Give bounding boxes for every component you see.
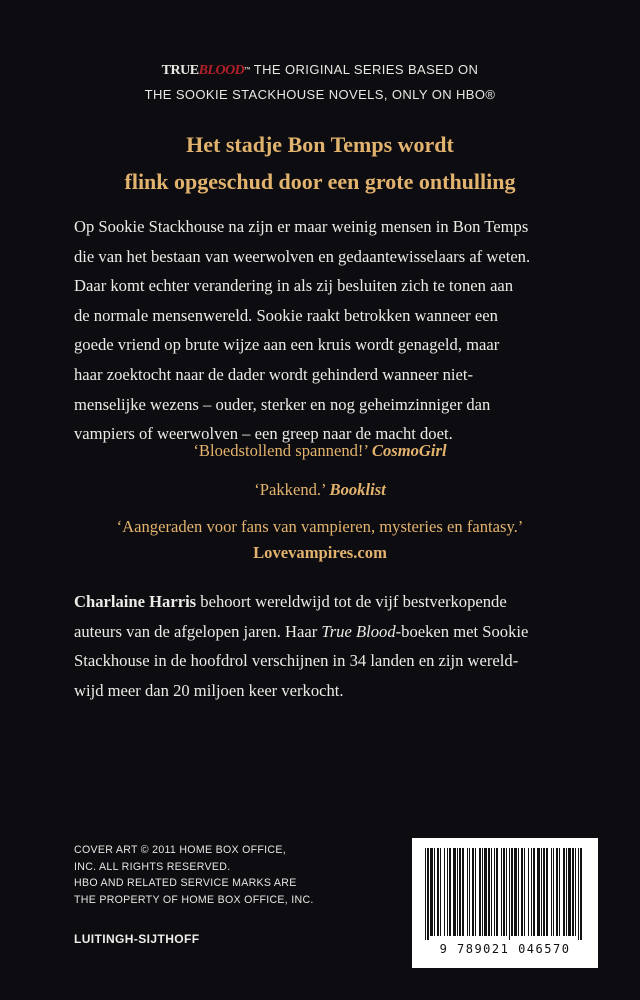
isbn-barcode <box>412 838 598 968</box>
barcode-bar <box>447 848 448 936</box>
barcode-bar <box>511 848 513 936</box>
barcode-bar <box>533 848 535 936</box>
author-name: Charlaine Harris <box>74 592 197 611</box>
barcode-bar <box>503 848 505 936</box>
barcode-bar <box>427 848 429 940</box>
copyright-notice <box>74 842 314 908</box>
review-quote-lovevampires <box>0 514 640 566</box>
barcode-bar <box>472 848 474 936</box>
barcode-bar <box>514 848 517 936</box>
synopsis-line: Daar komt echter verandering in als zij besluiten zich te tonen aan <box>74 276 514 296</box>
barcode-bar <box>453 848 456 936</box>
barcode-bar <box>467 848 468 936</box>
barcode-bar <box>563 848 565 936</box>
barcode-bar <box>541 848 542 936</box>
quote-text: ‘Pakkend.’ <box>254 480 326 499</box>
synopsis-line: Op Sookie Stackhouse na zijn er maar weinig mensen in Bon Temps <box>74 217 529 236</box>
barcode-bar <box>531 848 532 936</box>
barcode-bar <box>543 848 545 936</box>
legal-line: HBO AND RELATED SERVICE MARKS ARE <box>74 877 297 889</box>
barcode-bar <box>528 848 529 936</box>
true-blood-banner <box>0 58 640 107</box>
banner-text-1: THE ORIGINAL SERIES BASED ON <box>253 62 479 77</box>
barcode-bar <box>496 848 498 936</box>
quote-source: Lovevampires.com <box>253 543 387 562</box>
true-blood-logo: TRUEBLOOD™ <box>161 63 250 78</box>
review-quote-booklist <box>0 477 640 503</box>
legal-line: THE PROPERTY OF HOME BOX OFFICE, INC. <box>74 893 314 906</box>
headline-line-2: flink opgeschud door een grote onthulling <box>124 169 516 194</box>
synopsis-line: haar zoektocht naar de dader wordt gehinderd wanneer niet- <box>74 364 473 384</box>
barcode-bar <box>509 848 510 940</box>
barcode-bar <box>488 848 490 936</box>
barcode-bar <box>578 848 579 940</box>
headline <box>0 126 640 200</box>
barcode-bar <box>537 848 540 936</box>
review-quote-cosmogirl <box>0 438 640 464</box>
headline-line-1: Het stadje Bon Temps wordt <box>186 132 454 157</box>
barcode-bar <box>430 848 433 936</box>
barcode-bar <box>491 848 492 936</box>
barcode-bar <box>462 848 464 936</box>
barcode-bar <box>459 848 461 936</box>
barcode-bar <box>521 848 523 936</box>
barcode-bar <box>553 848 554 936</box>
bio-line: auteurs van de afgelopen jaren. Haar True Blood-boeken met Sookie <box>74 621 529 641</box>
barcode-bar <box>437 848 439 936</box>
barcode-bar <box>566 848 567 936</box>
synopsis-line: vampiers of weerwolven – een greep naar de macht doet. <box>74 424 453 444</box>
barcode-bar <box>494 848 495 936</box>
barcode-bar <box>572 848 574 936</box>
barcode-bar <box>457 848 458 936</box>
barcode-bar <box>434 848 435 936</box>
quote-source: CosmoGirl <box>371 441 447 460</box>
barcode-bar <box>506 848 507 936</box>
barcode-bar <box>524 848 525 936</box>
quote-text: ‘Bloedstollend spannend!’ <box>193 441 368 460</box>
legal-line: COVER ART © 2011 HOME BOX OFFICE, <box>74 844 286 856</box>
barcode-bar <box>449 848 451 936</box>
synopsis <box>74 212 604 449</box>
barcode-bar <box>440 848 441 936</box>
barcode-bar <box>482 848 483 936</box>
author-bio <box>74 587 604 705</box>
barcode-bar <box>444 848 445 936</box>
quote-text: ‘Aangeraden voor fans van vampieren, mysteries en fantasy.’ <box>116 517 524 536</box>
barcode-bar <box>475 848 476 936</box>
barcode-bar <box>568 848 571 936</box>
barcode-bar <box>551 848 552 936</box>
barcode-bar <box>575 848 576 936</box>
legal-line: INC. ALL RIGHTS RESERVED. <box>74 860 231 873</box>
barcode-bar <box>484 848 487 936</box>
synopsis-line: goede vriend op brute wijze aan een kruis wordt genageld, maar <box>74 335 500 355</box>
publisher-name: LUITINGH-SIJTHOFF <box>74 932 200 946</box>
banner-text-2: THE SOOKIE STACKHOUSE NOVELS, ONLY ON HBO® <box>144 87 496 102</box>
series-title: True Blood <box>321 621 396 641</box>
bio-line: Stackhouse in de hoofdrol verschijnen in 34 landen en zijn wereld- <box>74 651 519 671</box>
barcode-bar <box>425 848 426 940</box>
barcode-bar <box>518 848 519 936</box>
barcode-bar <box>479 848 481 936</box>
barcode-bar <box>559 848 560 936</box>
synopsis-line: de normale mensenwereld. Sookie raakt betrokken wanneer een <box>74 305 498 325</box>
synopsis-line: menselijke wezens – ouder, sterker en nog geheimzinniger dan <box>74 394 491 414</box>
synopsis-line: die van het bestaan van weerwolven en gedaantewisselaars af weten. <box>74 246 531 266</box>
banner-line-1 <box>0 58 640 83</box>
barcode-bar <box>469 848 470 936</box>
barcode-bar <box>546 848 548 936</box>
bio-line: Charlaine Harris behoort wereldwijd tot de vijf bestverkopende <box>74 592 507 611</box>
isbn-number: 9 789021 046570 <box>439 942 571 956</box>
quote-source: Booklist <box>329 480 386 499</box>
bio-line: wijd meer dan 20 miljoen keer verkocht. <box>74 680 344 700</box>
barcode-bar <box>580 848 582 940</box>
barcode-bar <box>556 848 558 936</box>
barcode-bar <box>501 848 502 936</box>
barcode-bars <box>423 848 587 940</box>
